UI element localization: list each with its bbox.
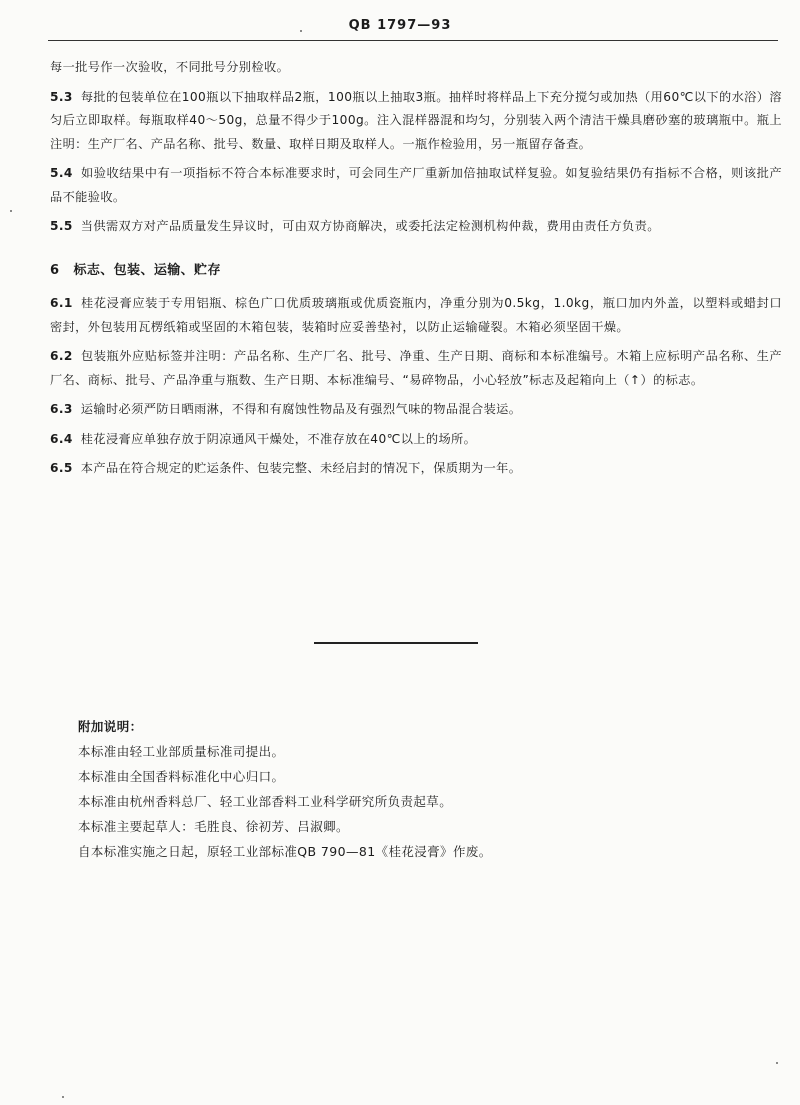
section-title: 标志、包装、运输、贮存	[73, 262, 221, 278]
appendix-title: 附加说明：	[78, 719, 143, 734]
clause-text: 桂花浸膏应单独存放于阴凉通风干燥处，不准存放在40℃以上的场所。	[80, 431, 477, 446]
clause-number: 6.1	[50, 296, 73, 310]
clause-6-1	[50, 292, 782, 339]
scan-speck	[300, 30, 302, 32]
appendix-line: 本标准由全国香料标准化中心归口。	[78, 769, 285, 784]
clause-text: 当供需双方对产品质量发生异议时，可由双方协商解决，或委托法定检测机构仲裁，费用由责任方负责。	[80, 219, 660, 233]
section-6-heading	[50, 259, 782, 283]
clause-5-4	[50, 162, 782, 209]
standard-code-header: QB 1797—93	[348, 18, 452, 33]
clause-6-2	[50, 345, 782, 392]
clause-text: 每一批号作一次验收，不同批号分别检收。	[50, 60, 290, 74]
clause-5-3	[50, 86, 782, 157]
clause-text: 桂花浸膏应装于专用铝瓶、棕色广口优质玻璃瓶或优质瓷瓶内，净重分别为0.5kg，1.0kg，瓶口加内外盖，以塑料或蜡封口密封，外包装用瓦楞纸箱或坚固的木箱包装，装箱时应妥善垫衬，以防止运输碰裂。木箱必须坚固干燥。	[50, 296, 782, 334]
clause-6-4	[50, 428, 782, 452]
clause-number: 6.3	[50, 402, 73, 416]
clause-text: 如验收结果中有一项指标不符合本标准要求时，可会同生产厂重新加倍抽取试样复验。如复验结果仍有指标不合格，则该批产品不能验收。	[50, 166, 782, 204]
clause-6-3	[50, 398, 782, 422]
scan-speck	[62, 1096, 64, 1098]
clause-number: 6.5	[50, 461, 73, 475]
clause-5-5	[50, 215, 782, 239]
clause-continuation	[50, 56, 782, 80]
clause-number: 5.4	[50, 166, 73, 180]
appendix-line: 本标准由杭州香料总厂、轻工业部香料工业科学研究所负责起草。	[78, 794, 453, 809]
clause-number: 5.3	[50, 89, 73, 104]
appendix-notes	[78, 714, 758, 864]
section-number: 6	[50, 262, 60, 278]
clause-text: 包装瓶外应贴标签并注明：产品名称、生产厂名、批号、净重、生产日期、商标和本标准编号。木箱上应标明产品名称、生产厂名、商标、批号、产品净重与瓶数、生产日期、本标准编号、“易碎物品，小心轻放”标志及起箱向上（↑）的标志。	[50, 349, 782, 387]
clause-6-5	[50, 457, 782, 481]
scan-speck	[10, 210, 12, 212]
appendix-line: 本标准主要起草人：毛胜良、徐初芳、吕淑卿。	[78, 819, 349, 834]
clause-text: 每批的包装单位在100瓶以下抽取样品2瓶，100瓶以上抽取3瓶。抽样时将样品上下充分搅匀或加热（用60℃以下的水浴）溶匀后立即取样。每瓶取样40～50g，总量不得少于100g。注入混样器混和均匀，分别装入两个清洁干燥具磨砂塞的玻璃瓶中。瓶上注明：生产厂名、产品名称、批号、数量、取样日期及取样人。一瓶作检验用，另一瓶留存备查。	[50, 89, 782, 151]
document-body	[50, 56, 782, 487]
header-rule	[48, 40, 778, 41]
appendix-line: 本标准由轻工业部质量标准司提出。	[78, 744, 285, 759]
scan-speck	[776, 1062, 778, 1064]
clause-number: 5.5	[50, 219, 73, 233]
end-of-standard-rule	[314, 642, 478, 644]
appendix-line: 自本标准实施之日起，原轻工业部标准QB 790—81《桂花浸膏》作废。	[78, 844, 492, 859]
clause-number: 6.2	[50, 349, 73, 363]
clause-text: 运输时必须严防日晒雨淋，不得和有腐蚀性物品及有强烈气味的物品混合装运。	[80, 402, 522, 416]
clause-text: 本产品在符合规定的贮运条件、包装完整、未经启封的情况下，保质期为一年。	[80, 461, 522, 475]
clause-number: 6.4	[50, 431, 73, 446]
